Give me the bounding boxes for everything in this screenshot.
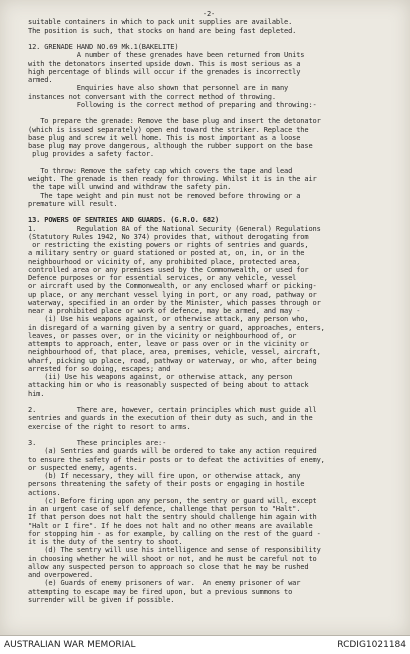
text-line: plug provides a safety factor. (28, 150, 154, 159)
text-line: base plug and screw it well home. This is most important as a loose (28, 133, 301, 142)
text-line (28, 431, 390, 439)
text-line: high percentage of blinds will occur if the grenades is incorrectly (28, 67, 301, 76)
text-line: allow any suspected person to approach so close that he may be rushed (28, 562, 309, 571)
text-line: 13. POWERS OF SENTRIES AND GUARDS. (G.R.O. 682) (28, 216, 220, 225)
text-line: (Statutory Rules 1942, No 374) provides that, without derogating from (28, 232, 309, 241)
text-line: in an urgent case of self defence, challenge that person to "Halt". (28, 505, 301, 513)
text-line: waterway, specified in an order by the Minister, which passes through or (28, 298, 321, 307)
text-line: base plug may prove dangerous, although the rubber support on the base (28, 142, 313, 150)
text-line: and overpowered. (28, 571, 94, 579)
text-line: (c) Before firing upon any person, the sentry or guard will, except (28, 496, 317, 505)
text-line: 2. There are, however, certain principles which must guide all (28, 406, 317, 414)
text-line: to ensure the safety of their posts or to defeat the activities of enemy, (28, 455, 325, 464)
text-line: 12. GRENADE HAND NO.69 Mk.1(BAKELITE) (28, 43, 179, 51)
text-line: attempting to escape may be fired upon, but a previous summons to (28, 587, 293, 596)
archive-credit: AUSTRALIAN WAR MEMORIAL (4, 640, 136, 650)
text-line: in choosing whether he will shoot or not, and he must be careful not to (28, 554, 317, 563)
text-line: (i) Use his weapons against, or otherwise attack, any person who, (28, 315, 309, 324)
text-line: (ii) Use his weapons against, or otherwise attack, any person (28, 373, 293, 381)
text-line: weight. The grenade is then ready for throwing. Whilst it is in the air (28, 175, 317, 183)
text-line: controlled area or any premises used by the Commonwealth, or used for (28, 265, 309, 274)
text-line (28, 159, 390, 167)
text-line: with the detonators inserted upside down. This is most serious as a (28, 59, 301, 68)
text-line: leaves, or passes over, or in the vicinity or neighbourhood of, or (28, 331, 297, 340)
text-line: If that person does not halt the sentry should challenge him again with (28, 513, 317, 522)
text-line: To throw: Remove the safety cap which covers the tape and lead (28, 166, 293, 175)
text-line: premature will result. (28, 199, 118, 208)
text-line: 3. These principles are:- (28, 439, 167, 447)
text-line: Following is the correct method of preparing and throwing:- (28, 100, 317, 109)
text-line: a military sentry or guard stationed or posted at, on, in, or in the (28, 249, 305, 258)
text-line (28, 398, 390, 406)
text-line: The tape weight and pin must not be removed before throwing or a (28, 191, 301, 200)
text-line: or suspected enemy, agents. (28, 463, 138, 472)
text-line: sentries and guards in the execution of their duty as such, and in the (28, 414, 313, 423)
text-line: it is the duty of the sentry to shoot. (28, 538, 183, 546)
text-line (28, 109, 390, 117)
text-line: (e) Guards of enemy prisoners of war. An enemy prisoner of war (28, 579, 301, 588)
document-body (28, 10, 390, 604)
text-line: neighbourhood of, that place, area, premises, vehicle, vessel, aircraft, (28, 348, 321, 357)
text-line: arrested for so doing, escapes; and (28, 364, 171, 373)
text-line: Enquiries have also shown that personnel are in many (28, 84, 289, 93)
text-line: exercise of the right to resort to arms. (28, 422, 191, 431)
text-line: attempts to approach, enter, leave or pass over or in the vicinity or (28, 340, 309, 348)
text-line: A number of these grenades have been returned from Units (28, 51, 305, 60)
text-line: (d) The sentry will use his intelligence and sense of responsibility (28, 546, 321, 555)
text-line (28, 208, 390, 216)
text-line: armed. (28, 76, 53, 84)
text-line: suitable containers in which to pack unit supplies are available. (28, 18, 293, 27)
text-line: near a prohibited place or work of defence, may be armed, and may - (28, 307, 301, 315)
text-line: persons threatening the safety of their posts or engaging in hostile (28, 480, 305, 489)
text-line: wharf, picking up place, road, pathway or waterway, or who, after being (28, 356, 317, 365)
text-line: Defence purposes or for essential services, or any vehicle, vessel (28, 274, 297, 282)
text-line: neighbourhood or vicinity of, any prohibited place, protected area, (28, 257, 301, 266)
text-line: (a) Sentries and guards will be ordered to take any action required (28, 447, 317, 456)
text-line: for stopping him - as for example, by calling on the rest of the guard - (28, 529, 321, 538)
text-line: "Halt or I fire". If he does not halt and no other means are available (28, 521, 313, 530)
text-line: The position is such, that stocks on hand are being fast depleted. (28, 26, 297, 35)
text-line: To prepare the grenade: Remove the base plug and insert the detonator (28, 117, 321, 126)
document-lines (28, 18, 390, 604)
archive-footer (0, 635, 410, 654)
text-line: (b) If necessary, they will fire upon, or otherwise attack, any (28, 472, 301, 480)
text-line (28, 35, 390, 43)
text-line: (which is issued separately) open end toward the striker. Replace the (28, 125, 309, 134)
text-line: surrender will be given if possible. (28, 595, 175, 604)
text-line: actions. (28, 488, 61, 497)
text-line: instances not conversant with the correct method of throwing. (28, 92, 276, 101)
text-line: attacking him or who is reasonably suspected of being about to attack (28, 381, 309, 390)
text-line: in disregard of a warning given by a sentry or guard, approaches, enters, (28, 323, 325, 332)
text-line: up place, or any merchant vessel lying in port, or any road, pathway or (28, 290, 317, 299)
text-line: or aircraft used by the Commonwealth, or any enclosed wharf or picking- (28, 282, 317, 291)
text-line: the tape will unwind and withdraw the safety pin. (28, 183, 232, 192)
record-id: RCDIG1021184 (337, 640, 406, 650)
text-line: 1. Regulation 8A of the National Security (General) Regulations (28, 224, 321, 233)
text-line: or restricting the existing powers or rights of sentries and guards, (28, 241, 309, 249)
text-line: him. (28, 389, 45, 398)
page-number: -2- (202, 10, 216, 18)
